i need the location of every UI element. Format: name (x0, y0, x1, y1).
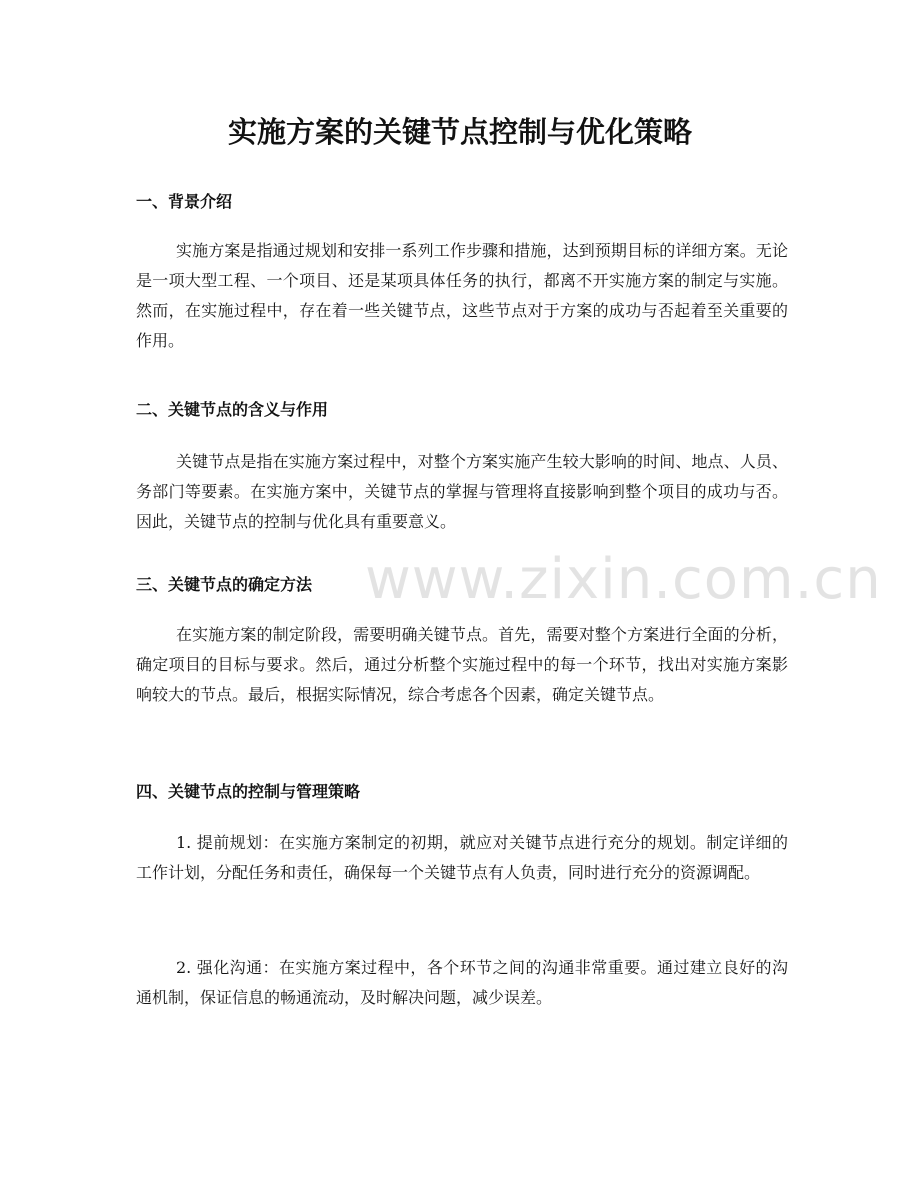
section-heading-background: 一、背景介绍 (136, 192, 233, 211)
section-heading-meaning: 二、关键节点的含义与作用 (136, 400, 329, 419)
paragraph-meaning: 关键节点是指在实施方案过程中，对整个方案实施产生较大影响的时间、地点、人员、务部门等要素。在实施方案中，关键节点的掌握与管理将直接影响到整个项目的成功与否。因此，关键节点的控制与优化具有重要意义。 (136, 452, 788, 531)
paragraph-method: 在实施方案的制定阶段，需要明确关键节点。首先，需要对整个方案进行全面的分析，确定项目的目标与要求。然后，通过分析整个实施过程中的每一个环节，找出对实施方案影响较大的节点。最后，根据实际情况，综合考虑各个因素，确定关键节点。 (136, 625, 788, 704)
watermark: www.zixin.com.cn (365, 547, 882, 612)
paragraph-strategy-2: 2. 强化沟通：在实施方案过程中，各个环节之间的沟通非常重要。通过建立良好的沟通机制，保证信息的畅通流动，及时解决问题，减少误差。 (136, 958, 788, 1007)
section-heading-strategy: 四、关键节点的控制与管理策略 (136, 782, 361, 801)
paragraph-strategy-1: 1. 提前规划：在实施方案制定的初期，就应对关键节点进行充分的规划。制定详细的工作计划，分配任务和责任，确保每一个关键节点有人负责，同时进行充分的资源调配。 (136, 833, 788, 882)
document-title: 实施方案的关键节点控制与优化策略 (227, 115, 692, 149)
section-heading-method: 三、关键节点的确定方法 (136, 575, 313, 594)
paragraph-background: 实施方案是指通过规划和安排一系列工作步骤和措施，达到预期目标的详细方案。无论是一项大型工程、一个项目、还是某项具体任务的执行，都离不开实施方案的制定与实施。然而，在实施过程中，存在着一些关键节点，这些节点对于方案的成功与否起着至关重要的作用。 (136, 241, 788, 350)
